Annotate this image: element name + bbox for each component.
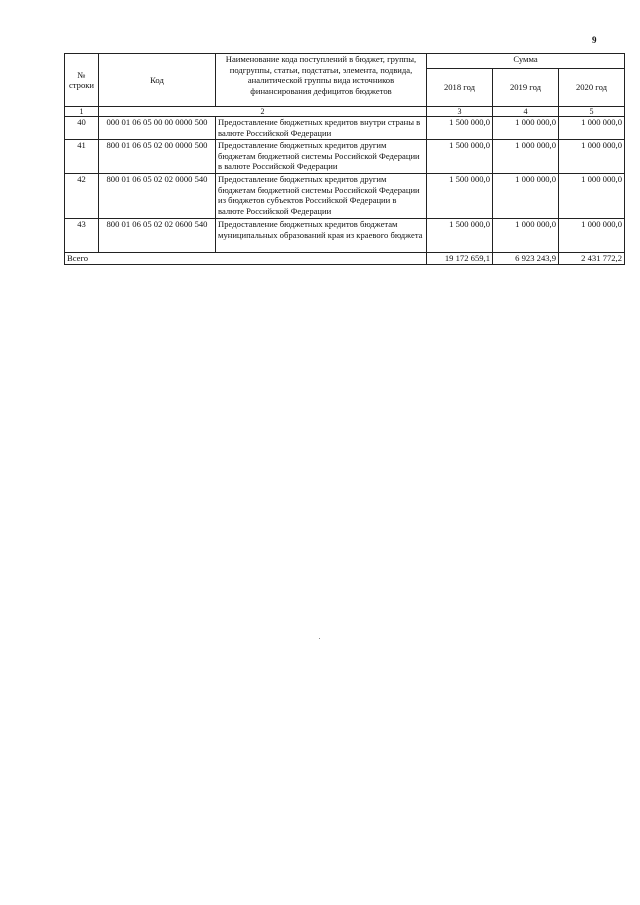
row-sum-2019: 1 000 000,0 xyxy=(493,140,559,174)
row-sum-2019: 1 000 000,0 xyxy=(493,174,559,219)
row-number: 40 xyxy=(65,117,99,140)
row-sum-2018: 1 500 000,0 xyxy=(427,117,493,140)
row-number: 42 xyxy=(65,174,99,219)
header-sum: Сумма xyxy=(427,54,625,69)
header-row-number: № строки xyxy=(65,54,99,107)
row-name: Предоставление бюджетных кредитов другим бюджетам бюджетной системы Российской Федерации в валюте Российской Федерации xyxy=(216,140,427,174)
row-name: Предоставление бюджетных кредитов бюджетам муниципальных образований края из краевого бюджета xyxy=(216,219,427,253)
row-number: 43 xyxy=(65,219,99,253)
row-number: 41 xyxy=(65,140,99,174)
row-name: Предоставление бюджетных кредитов другим бюджетам бюджетной системы Российской Федерации из бюджетов субъектов Российской Федерации в валюте Российской Федерации xyxy=(216,174,427,219)
row-sum-2020: 1 000 000,0 xyxy=(559,117,625,140)
column-number: 2 xyxy=(99,107,427,117)
row-sum-2018: 1 500 000,0 xyxy=(427,174,493,219)
column-numbers-row xyxy=(65,107,625,117)
row-code: 800 01 06 05 02 02 0600 540 xyxy=(99,219,216,253)
row-sum-2019: 1 000 000,0 xyxy=(493,117,559,140)
column-number: 3 xyxy=(427,107,493,117)
total-row xyxy=(65,253,625,265)
header-year-2020: 2020 год xyxy=(559,69,625,107)
table-row xyxy=(65,174,625,219)
header-name: Наименование кода поступлений в бюджет, группы, подгруппы, статьи, подстатьи, элемента, подвида, аналитической группы вида источников финансирования дефицитов бюджетов xyxy=(216,54,427,107)
row-sum-2018: 1 500 000,0 xyxy=(427,219,493,253)
page-number: 9 xyxy=(592,35,597,45)
row-code: 000 01 06 05 00 00 0000 500 xyxy=(99,117,216,140)
total-sum-2018: 19 172 659,1 xyxy=(427,253,493,265)
row-sum-2018: 1 500 000,0 xyxy=(427,140,493,174)
row-sum-2020: 1 000 000,0 xyxy=(559,174,625,219)
row-sum-2020: 1 000 000,0 xyxy=(559,140,625,174)
column-number: 4 xyxy=(493,107,559,117)
header-year-2019: 2019 год xyxy=(493,69,559,107)
table-row xyxy=(65,117,625,140)
column-number: 1 xyxy=(65,107,99,117)
total-label: Всего xyxy=(65,253,427,265)
row-code: 800 01 06 05 02 02 0000 540 xyxy=(99,174,216,219)
column-number: 5 xyxy=(559,107,625,117)
row-code: 800 01 06 05 02 00 0000 500 xyxy=(99,140,216,174)
row-sum-2019: 1 000 000,0 xyxy=(493,219,559,253)
total-sum-2019: 6 923 243,9 xyxy=(493,253,559,265)
header-year-2018: 2018 год xyxy=(427,69,493,107)
table-row xyxy=(65,140,625,174)
header-code: Код xyxy=(99,54,216,107)
budget-table xyxy=(64,53,625,265)
table-row xyxy=(65,219,625,253)
row-sum-2020: 1 000 000,0 xyxy=(559,219,625,253)
total-sum-2020: 2 431 772,2 xyxy=(559,253,625,265)
row-name: Предоставление бюджетных кредитов внутри страны в валюте Российской Федерации xyxy=(216,117,427,140)
scan-speck xyxy=(319,638,320,639)
